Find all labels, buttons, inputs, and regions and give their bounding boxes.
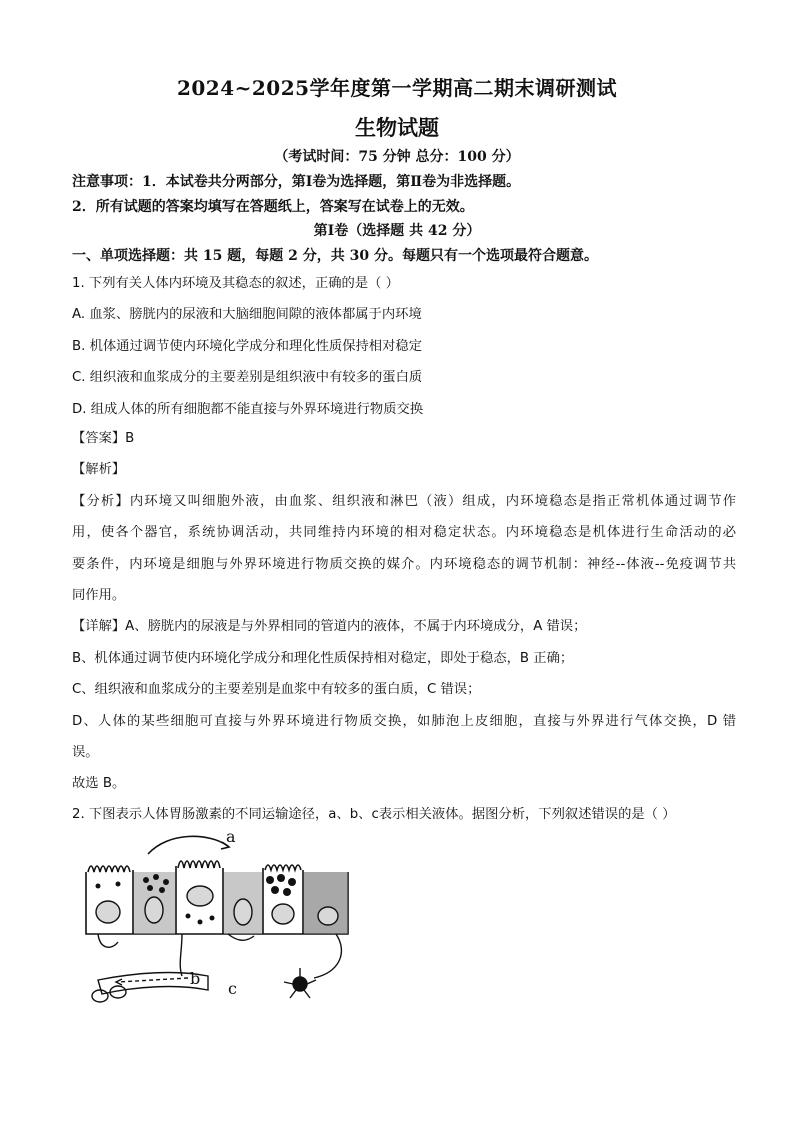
q1-detail-line-2: B、机体通过调节使内环境化学成分和理化性质保持相对稳定，即处于稳态，B 正确；: [72, 651, 574, 666]
label-a: a: [226, 832, 236, 846]
q1-detail-line-4: D、人体的某些细胞可直接与外界环境进行物质交换，如肺泡上皮细胞，直接与外界进行气体交换，D 错: [72, 714, 736, 729]
nucleus-5: [272, 904, 294, 924]
q1-option-c: C. 组织液和血浆成分的主要差别是组织液中有较多的蛋白质: [72, 370, 423, 385]
q1-fenxi-line-3: 要条件，内环境是细胞与外界环境进行物质交换的媒介。内环境稳态的调节机制：神经--体液--免疫调节共: [72, 557, 736, 572]
q1-detail-line-3: C、组织液和血浆成分的主要差别是血浆中有较多的蛋白质，C 错误；: [72, 682, 481, 697]
q1-detail-line-1: 【详解】A、膀胱内的尿液是与外界相同的管道内的液体，不属于内环境成分，A 错误；: [72, 619, 587, 634]
notes-line-2: 2．所有试题的答案均填写在答题纸上，答案写在试卷上的无效。: [72, 199, 474, 215]
q1-analysis-label: 【解析】: [72, 462, 126, 477]
subject-title: 生物试题: [355, 115, 439, 140]
q1-detail-line-5: 误。: [72, 745, 99, 760]
q1-stem: 1. 下列有关人体内环境及其稳态的叙述，正确的是（ ）: [72, 276, 399, 291]
notes-line-1: 注意事项：1．本试卷共分两部分，第Ⅰ卷为选择题，第Ⅱ卷为非选择题。: [72, 174, 521, 190]
nucleus-2: [145, 897, 163, 923]
q1-option-d: D. 组成人体的所有细胞都不能直接与外界环境进行物质交换: [72, 402, 424, 417]
q1-option-b: B. 机体通过调节使内环境化学成分和理化性质保持相对稳定: [72, 339, 422, 354]
q1-fenxi-line-1: 【分析】内环境又叫细胞外液，由血浆、组织液和淋巴（液）组成，内环境稳态是指正常机体通过调节作: [72, 494, 736, 509]
label-b: b: [190, 969, 201, 988]
exam-info: （考试时间：75 分钟 总分：100 分）: [274, 149, 520, 165]
q1-option-a: A. 血浆、膀胱内的尿液和大脑细胞间隙的液体都属于内环境: [72, 307, 422, 322]
q1-fenxi-line-2: 用，使各个器官，系统协调活动，共同维持内环境的相对稳定状态。内环境稳态是机体进行生命活动的必: [72, 525, 736, 540]
nucleus-3: [187, 886, 213, 906]
nucleus-6: [318, 907, 338, 925]
q1-fenxi-line-4: 同作用。: [72, 588, 126, 603]
exam-title: 2024~2025学年度第一学期高二期末调研测试: [176, 76, 618, 100]
blood-cell-1: [92, 990, 108, 1002]
nucleus-4: [234, 899, 252, 925]
section-title: 第Ⅰ卷（选择题 共 42 分）: [313, 223, 481, 239]
nucleus-1: [96, 901, 120, 923]
section-instruction: 一、单项选择题：共 15 题，每题 2 分，共 30 分。每题只有一个选项最符合题意。: [72, 248, 598, 264]
gut-hormone-diagram: [78, 832, 368, 1012]
q2-stem: 2. 下图表示人体胃肠激素的不同运输途径，a、b、c表示相关液体。据图分析，下列叙述错误的是（ ）: [72, 807, 676, 822]
q1-conclusion: 故选 B。: [72, 776, 126, 791]
label-c: c: [228, 979, 237, 998]
neuron-body: [293, 977, 307, 991]
q1-answer: 【答案】B: [72, 431, 135, 446]
